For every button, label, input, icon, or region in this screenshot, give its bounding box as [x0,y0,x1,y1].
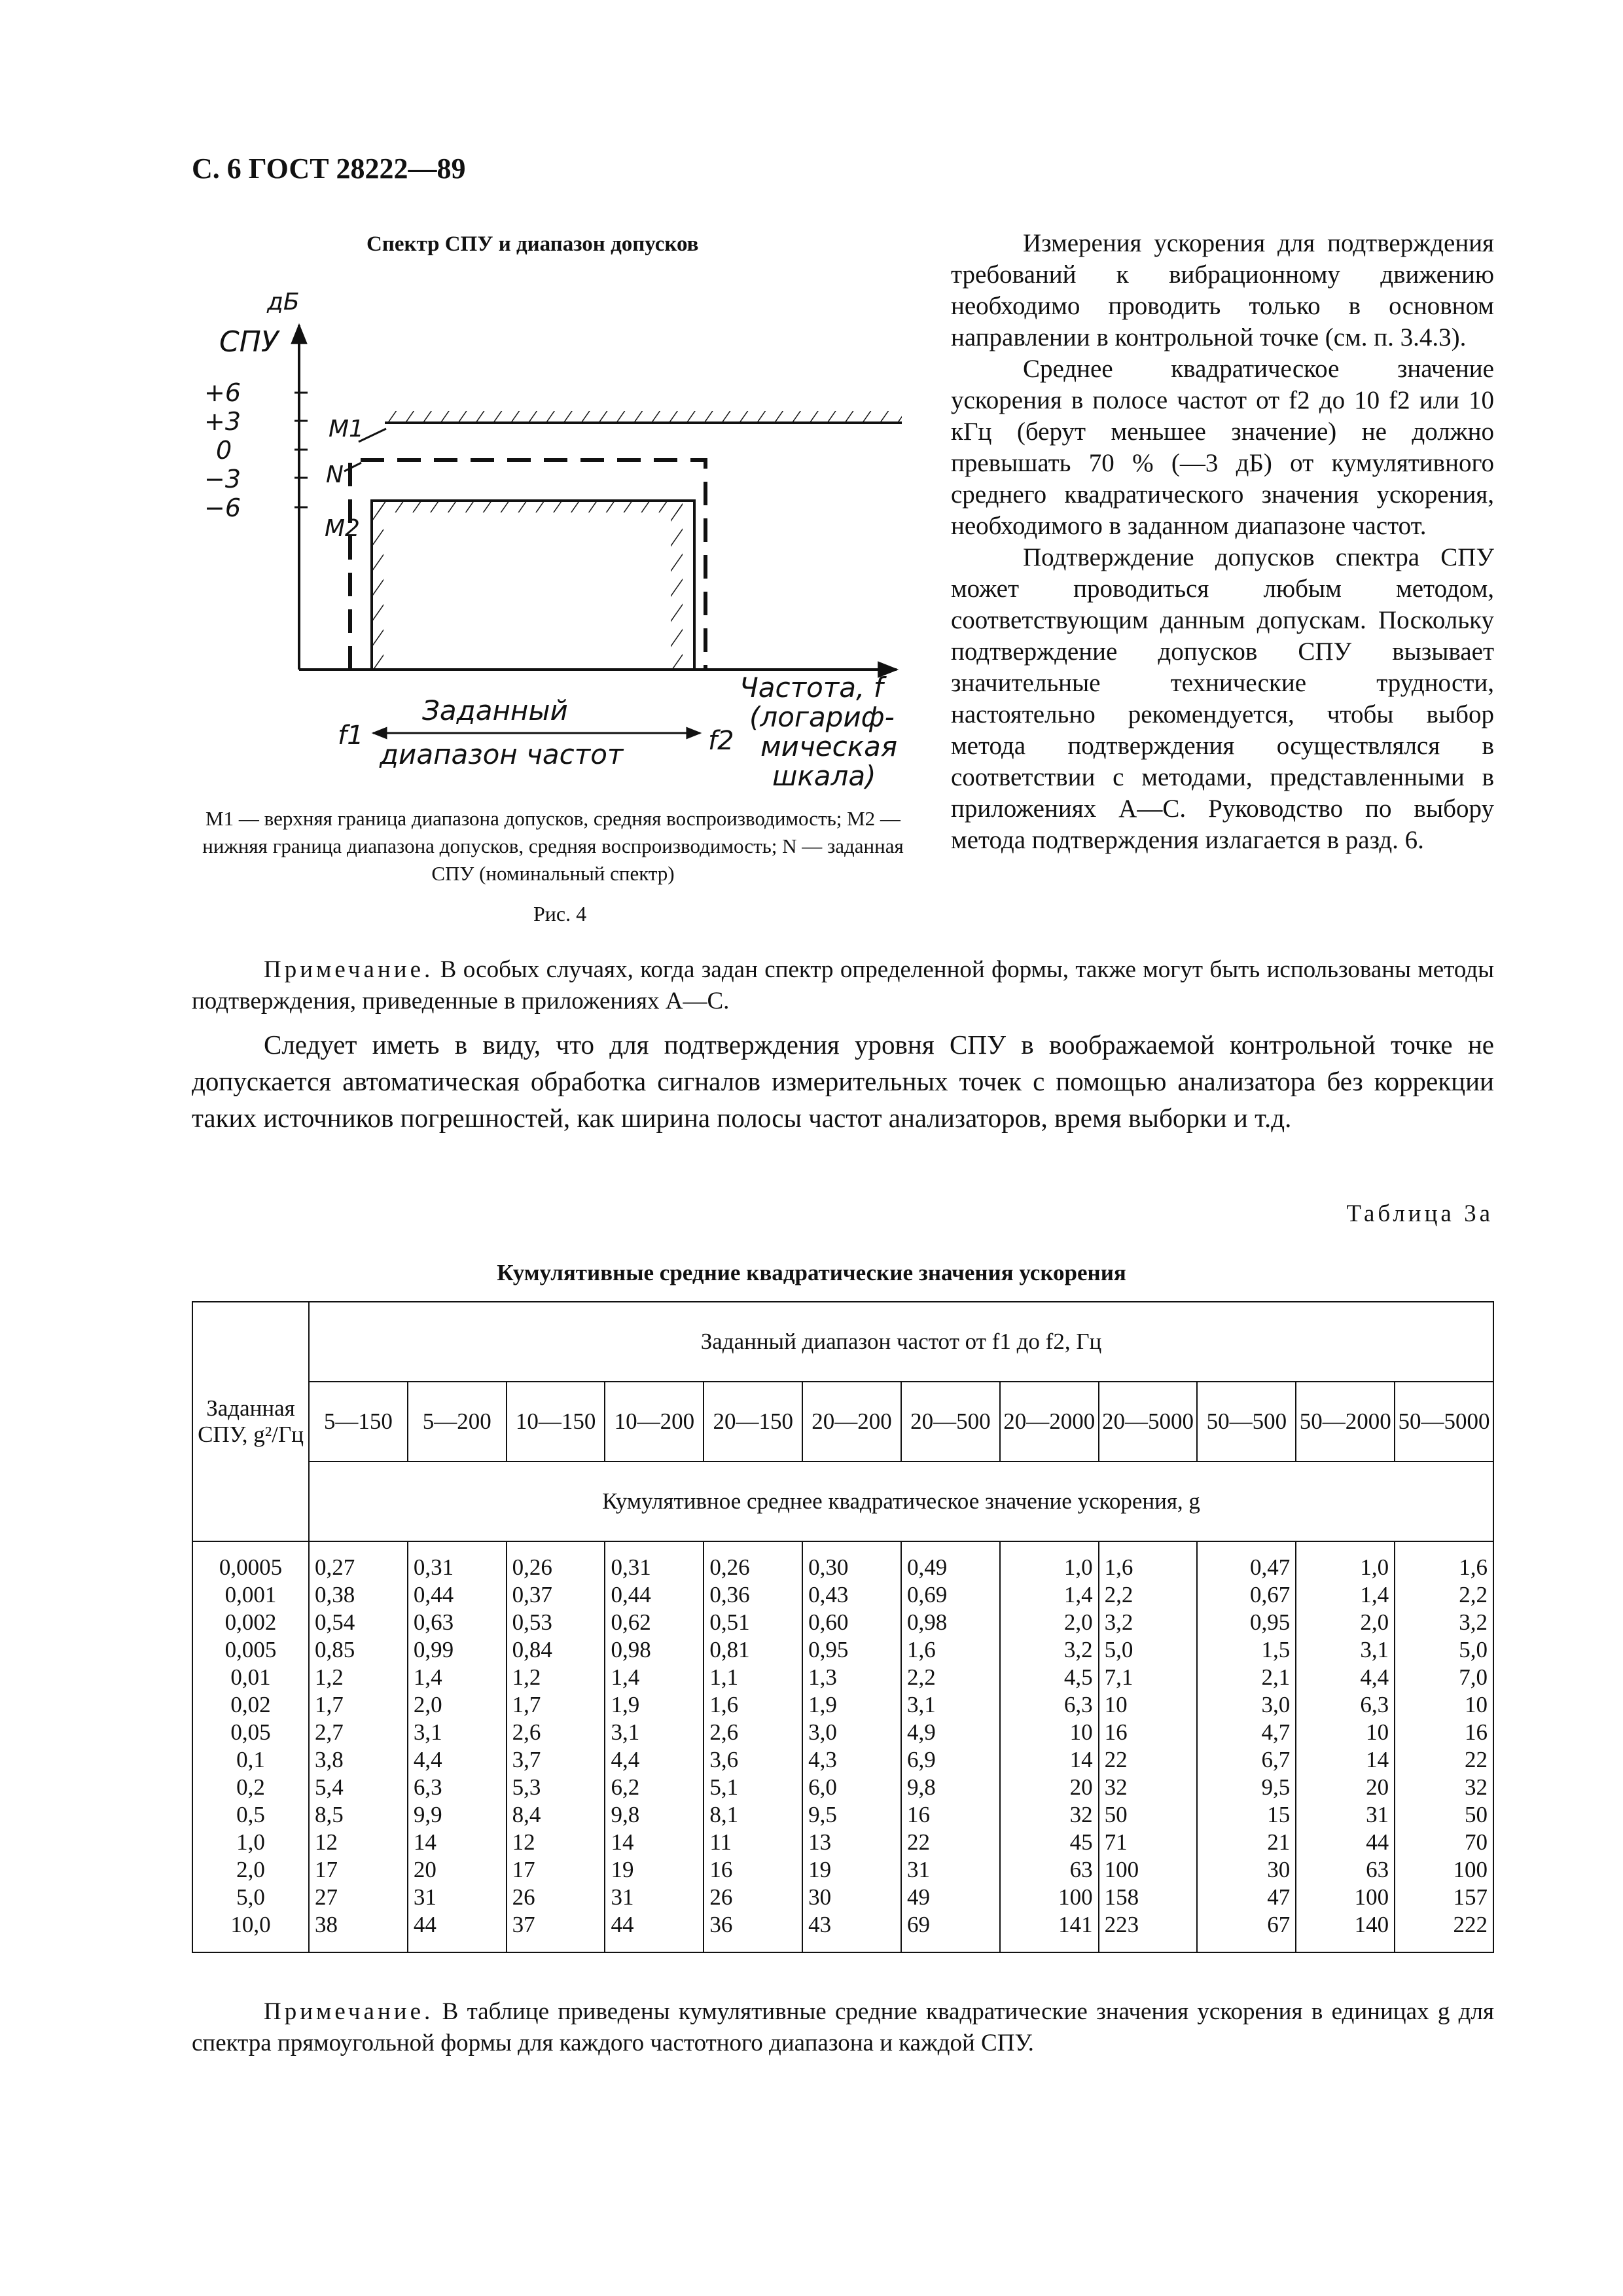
range-cell: 10—150 [507,1382,605,1462]
n-nominal-spectrum [350,460,705,670]
spu-header: Заданная СПУ, g²/Гц [192,1302,309,1541]
range-label-bottom: диапазон частот [380,738,624,770]
f2-label: f2 [708,726,734,756]
value-column: 0,30 0,43 0,60 0,95 1,3 1,9 3,0 4,3 6,0 9,5 13 19 30 43 [802,1541,901,1952]
m2-label: M2 [325,515,360,542]
value-column: 1,0 1,4 2,0 3,1 4,4 6,3 10 14 20 31 44 63 100 140 [1296,1541,1395,1952]
table-label: Таблица 3а [1346,1200,1493,1227]
value-column: 0,31 0,44 0,63 0,99 1,4 2,0 3,1 4,4 6,3 9,9 14 20 31 44 [408,1541,507,1952]
n-label: N [326,461,344,488]
acceleration-table [192,1301,1494,1953]
spectrum-figure [190,278,916,802]
spectrum-diagram [190,278,916,802]
y-tick-label: −3 [204,465,241,493]
range-header: Заданный диапазон частот от f1 до f2, Гц [309,1302,1493,1382]
value-column: 0,47 0,67 0,95 1,5 2,1 3,0 4,7 6,7 9,5 15 21 30 47 67 [1197,1541,1296,1952]
value-column: 1,0 1,4 2,0 3,2 4,5 6,3 10 14 20 32 45 63 100 141 [1000,1541,1099,1952]
value-column: 0,49 0,69 0,98 1,6 2,2 3,1 4,9 6,9 9,8 16 22 31 49 69 [901,1541,1000,1952]
figure-title: Спектр СПУ и диапазон допусков [366,232,699,256]
range-cell: 20—2000 [1000,1382,1099,1462]
m1-upper-limit [385,411,902,423]
spu-values: 0,0005 0,001 0,002 0,005 0,01 0,02 0,05 0,1 0,2 0,5 1,0 2,0 5,0 10,0 [192,1541,309,1952]
value-header: Кумулятивное среднее квадратическое значение ускорения, g [309,1462,1493,1541]
value-column: 1,6 2,2 3,2 5,0 7,0 10 16 22 32 50 70 100 157 222 [1395,1541,1493,1952]
table-title: Кумулятивные средние квадратические значения ускорения [497,1260,1126,1285]
note-text: В особых случаях, когда задан спектр определенной формы, также могут быть использованы методы подтверждения, приведенные в приложениях А—С. [192,956,1494,1014]
note-text: В таблице приведены кумулятивные средние квадратические значения ускорения в единицах g для спектра прямоугольной формы для каждого частотного диапазона и каждой СПУ. [192,1998,1494,2056]
page-header: С. 6 ГОСТ 28222—89 [192,152,466,185]
note-label: Примечание. [264,956,434,983]
y-tick-label: −6 [204,493,241,522]
value-column: 0,31 0,44 0,62 0,98 1,4 1,9 3,1 4,4 6,2 9,8 14 19 31 44 [605,1541,704,1952]
paragraph: Подтверждение допусков спектра СПУ может проводиться любым методом, соответствующим данным допускам. Поскольку подтверждение допусков СПУ вызывает значительные технические трудности, настоятельно рекомендуется, чтобы выбор метода подтверждения осуществлялся в соответствии с методами, представленными в приложениях А—С. Руководство по выбору метода подтверждения излагается в разд. 6. [951,543,1494,854]
y-axis-label: СПУ [219,325,279,359]
value-column: 1,6 2,2 3,2 5,0 7,1 10 16 22 32 50 71 100 158 223 [1099,1541,1198,1952]
y-tick-label: 0 [216,436,232,465]
x-axis-label: мическая [760,730,898,762]
x-axis-label: шкала) [772,760,876,792]
y-unit-label: дБ [267,289,300,315]
value-column: 0,26 0,37 0,53 0,84 1,2 1,7 2,6 3,7 5,3 8,4 12 17 26 37 [507,1541,605,1952]
note-1 [192,954,1494,1017]
range-cell: 5—150 [309,1382,408,1462]
x-axis-label: Частота, f [740,672,883,704]
y-tick-label: +3 [204,407,241,436]
note-2 [192,1996,1494,2059]
figure-legend: M1 — верхняя граница диапазона допусков, средняя воспроизводимость; M2 — нижняя граница диапазона допусков, средняя воспроизводимость; N — заданная СПУ (номинальный спектр) [202,807,904,885]
m2-lower-limit [372,501,694,670]
table-body-row [192,1541,1493,1952]
range-cell: 50—5000 [1395,1382,1493,1462]
paragraph: Следует иметь в виду, что для подтверждения уровня СПУ в воображаемой контрольной точке не допускается автоматическая обработка сигналов измерительных точек с помощью анализатора без коррекции таких источников погрешностей, как ширина полосы частот анализаторов, время выборки и т.д. [192,1030,1494,1133]
range-cell: 10—200 [605,1382,704,1462]
range-cell: 5—200 [408,1382,507,1462]
value-column: 0,27 0,38 0,54 0,85 1,2 1,7 2,7 3,8 5,4 8,5 12 17 27 38 [309,1541,408,1952]
right-column-text [951,228,1494,856]
range-cell: 20—5000 [1099,1382,1198,1462]
y-tick-label: +6 [204,378,241,407]
f1-label: f1 [338,721,364,751]
range-cell: 20—200 [802,1382,901,1462]
range-cell: 50—500 [1197,1382,1296,1462]
paragraph: Среднее квадратическое значение ускорения в полосе частот от f2 до 10 f2 или 10 кГц (берут меньшее значение) не должно превышать 70 % (—3 дБ) от кумулятивного среднего квадратического значения ускорения, необходимого в заданном диапазоне частот. [951,355,1494,540]
note-label: Примечание. [264,1998,434,2025]
ranges-row [192,1382,1493,1462]
y-ticks [294,393,308,507]
range-label-top: Заданный [422,694,568,726]
range-cell: 20—150 [704,1382,802,1462]
range-cell: 20—500 [901,1382,1000,1462]
value-column: 0,26 0,36 0,51 0,81 1,1 1,6 2,6 3,6 5,1 8,1 11 16 26 36 [704,1541,802,1952]
paragraph: Измерения ускорения для подтверждения требований к вибрационному движению необходимо проводить только в основном направлении в контрольной точке (см. п. 3.4.3). [951,229,1494,351]
range-cell: 50—2000 [1296,1382,1395,1462]
figure-caption: Рис. 4 [533,902,587,925]
m1-label: M1 [329,416,364,442]
x-axis-label: (логариф- [749,701,895,733]
